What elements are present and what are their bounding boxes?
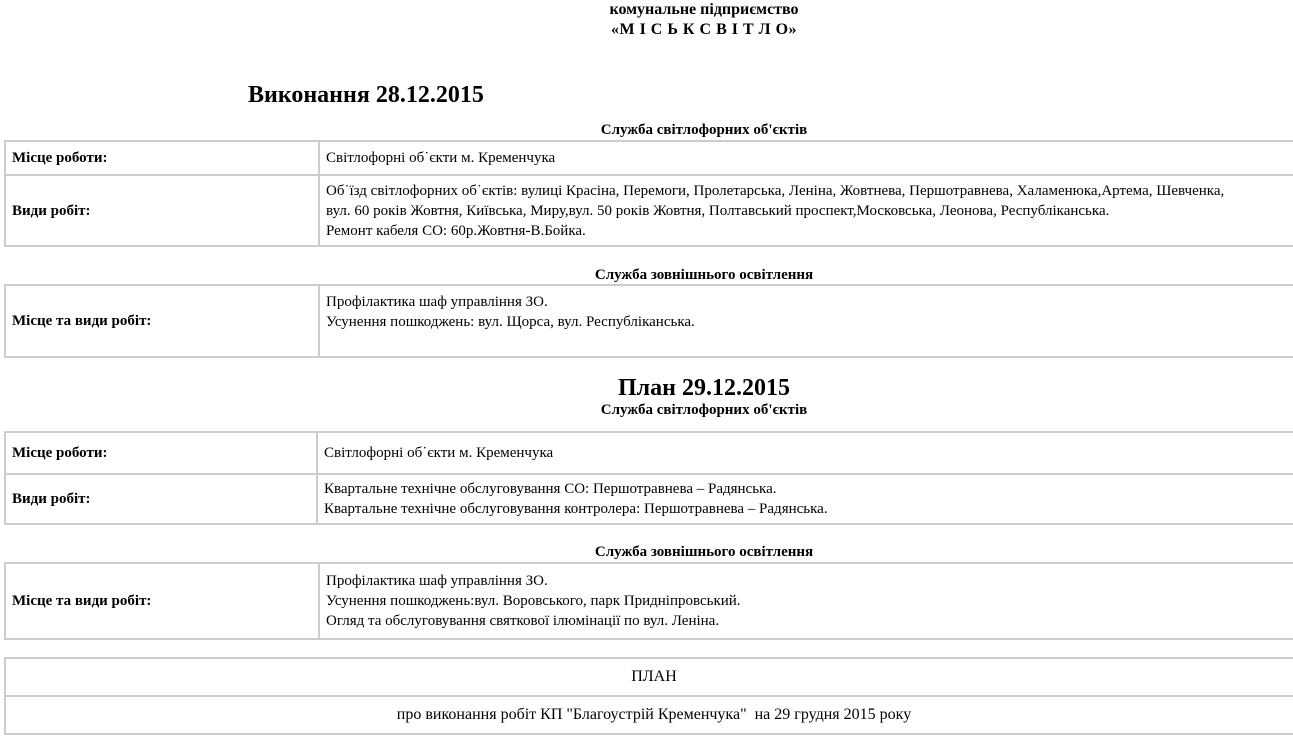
org-name: «М І С Ь К С В І Т Л О» [610,21,798,38]
row-value [317,432,1293,474]
row-value [319,563,1293,639]
exec-lighting-service-title: Служба зовнішнього освітлення [594,267,814,283]
plan-lighting-service-title: Служба зовнішнього освітлення [594,544,814,560]
plan-traffic-service-title: Служба світлофорних об'єктів [600,402,808,418]
value-line: Огляд та обслуговування святкової ілюмінації по вул. Леніна. [326,613,720,629]
table-row [5,141,1293,175]
row-label: Місце роботи: [5,432,317,474]
exec-lighting-table [4,284,1293,358]
value-line: Об˙їзд світлофорних об˙єктів: вулиці Красіна, Перемоги, Пролетарська, Леніна, Жовтнева, Першотравнева, Халаменюка,Артема, Шевченка, [326,182,1225,199]
value-line: Ремонт кабеля СО: 60р.Жовтня-В.Бойка. [326,222,586,239]
value-line: вул. 60 років Жовтня, Київська, Миру,вул. 50 років Жовтня, Полтавський проспект,Московська, Леонова, Республіканська. [326,202,1110,219]
row-label: Місце роботи: [5,141,319,175]
table-row [5,696,1293,734]
row-label: Види робіт: [5,474,317,524]
row-value [319,285,1293,357]
table-row [5,432,1293,474]
value-line: Усунення пошкоджень: вул. Щорса, вул. Республіканська. [326,314,695,330]
table-row [5,474,1293,524]
exec-traffic-table [4,140,1293,247]
footer-plan-title: ПЛАН [5,658,1293,696]
plan-lighting-table [4,562,1293,640]
value-line: Усунення пошкоджень:вул. Воровського, парк Придніпровський. [326,593,741,609]
row-label: Місце та види робіт: [5,285,319,357]
value-line: Квартальне технічне обслуговування контролера: Першотравнева – Радянська. [324,501,828,517]
org-type: комунальне підприємство [609,1,799,18]
table-row [5,175,1293,246]
footer-plan-table [4,657,1293,735]
footer-plan-subtitle: про виконання робіт КП "Благоустрій Кременчука" на 29 грудня 2015 року [5,696,1293,734]
execution-title: Виконання 28.12.2015 [248,82,484,108]
row-value [319,175,1293,246]
plan-traffic-table [4,431,1293,525]
row-label: Місце та види робіт: [5,563,319,639]
value-line: Світлофорні об˙єкти м. Кременчука [324,445,554,461]
row-value [317,474,1293,524]
table-row [5,658,1293,696]
value-line: Світлофорні об˙єкти м. Кременчука [326,150,556,166]
table-row [5,563,1293,639]
value-line: Квартальне технічне обслуговування СО: Першотравнева – Радянська. [324,481,777,497]
row-value [319,141,1293,175]
table-row [5,285,1293,357]
exec-traffic-service-title: Служба світлофорних об'єктів [600,122,808,138]
value-line: Профілактика шаф управління ЗО. [326,294,548,310]
value-line: Профілактика шаф управління ЗО. [326,573,548,589]
plan-title: План 29.12.2015 [618,375,790,401]
row-label: Види робіт: [5,175,319,246]
